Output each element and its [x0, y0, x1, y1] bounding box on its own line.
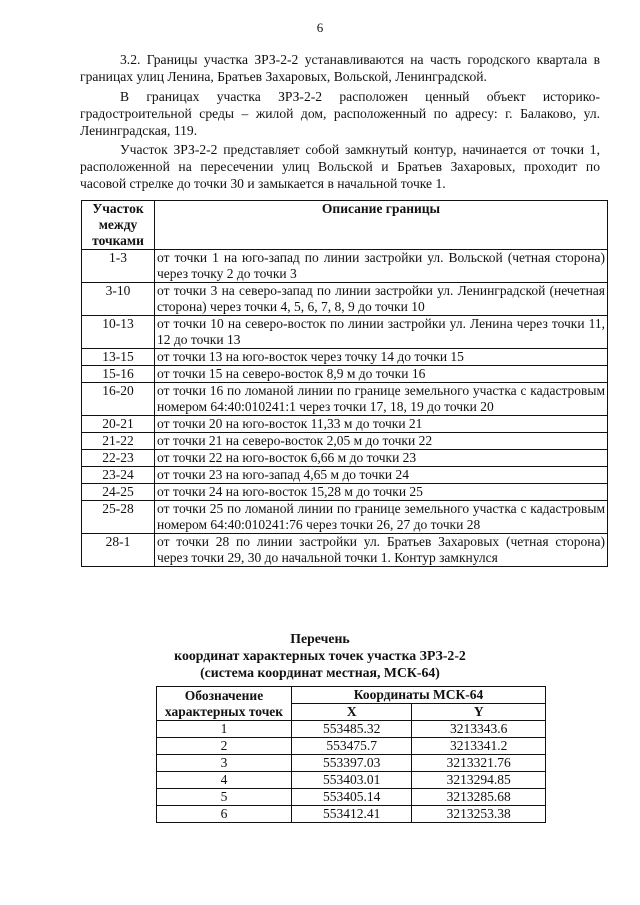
y-cell: 3213253.38	[412, 806, 546, 823]
segment-cell: 28-1	[82, 534, 155, 567]
table-row	[82, 383, 608, 416]
table-row	[82, 250, 608, 283]
description-cell: от точки 23 на юго-запад 4,65 м до точки 24	[155, 467, 608, 484]
coords-title-line1: Перечень	[290, 631, 350, 646]
paragraph-heritage-object: В границах участка ЗРЗ-2-2 расположен ценный объект историко-градостроительной среды – жилой дом, расположенный по адресу: г. Балаково, ул. Ленинградская, 119.	[80, 89, 600, 138]
table-row	[82, 366, 608, 383]
table-row	[82, 283, 608, 316]
point-cell: 1	[157, 721, 292, 738]
x-cell: 553397.03	[292, 755, 412, 772]
segment-cell: 21-22	[82, 433, 155, 450]
y-cell: 3213285.68	[412, 789, 546, 806]
segment-cell: 3-10	[82, 283, 155, 316]
page-number: 6	[316, 20, 324, 35]
header-point: Обозначение характерных точек	[157, 687, 292, 721]
header-x: X	[292, 704, 412, 721]
description-cell: от точки 13 на юго-восток через точку 14 до точки 15	[155, 349, 608, 366]
description-cell: от точки 1 на юго-запад по линии застройки ул. Вольской (четная сторона) через точку 2 до точки 3	[155, 250, 608, 283]
segment-cell: 25-28	[82, 501, 155, 534]
segment-cell: 1-3	[82, 250, 155, 283]
table-row	[82, 349, 608, 366]
segment-cell: 10-13	[82, 316, 155, 349]
description-cell: от точки 15 на северо-восток 8,9 м до точки 16	[155, 366, 608, 383]
table-row	[82, 534, 608, 567]
x-cell: 553412.41	[292, 806, 412, 823]
coords-title-line3: (система координат местная, МСК-64)	[200, 665, 440, 680]
segment-cell: 13-15	[82, 349, 155, 366]
segment-cell: 15-16	[82, 366, 155, 383]
point-cell: 4	[157, 772, 292, 789]
coordinates-table	[156, 686, 546, 823]
y-cell: 3213341.2	[412, 738, 546, 755]
y-cell: 3213343.6	[412, 721, 546, 738]
table-row	[157, 721, 546, 738]
table-row	[82, 433, 608, 450]
y-cell: 3213321.76	[412, 755, 546, 772]
table-row	[157, 772, 546, 789]
table-row	[82, 467, 608, 484]
header-coordinates: Координаты МСК-64	[292, 687, 546, 704]
segment-cell: 23-24	[82, 467, 155, 484]
y-cell: 3213294.85	[412, 772, 546, 789]
header-y: Y	[412, 704, 546, 721]
table-row	[157, 806, 546, 823]
description-cell: от точки 22 на юго-восток 6,66 м до точки 23	[155, 450, 608, 467]
x-cell: 553475.7	[292, 738, 412, 755]
segment-cell: 24-25	[82, 484, 155, 501]
segment-cell: 22-23	[82, 450, 155, 467]
segment-cell: 16-20	[82, 383, 155, 416]
description-cell: от точки 21 на северо-восток 2,05 м до точки 22	[155, 433, 608, 450]
x-cell: 553403.01	[292, 772, 412, 789]
description-cell: от точки 10 на северо-восток по линии застройки ул. Ленина через точки 11, 12 до точки 13	[155, 316, 608, 349]
table-row	[82, 316, 608, 349]
table-row	[82, 484, 608, 501]
header-segment: Участок между точками	[82, 201, 155, 250]
description-cell: от точки 28 по линии застройки ул. Братьев Захаровых (четная сторона) через точки 29, 30 до начальной точки 1. Контур замкнулся	[155, 534, 608, 567]
table-row	[157, 755, 546, 772]
boundary-table-header	[82, 201, 608, 250]
point-cell: 2	[157, 738, 292, 755]
description-cell: от точки 25 по ломаной линии по границе земельного участка с кадастровым номером 64:40:010241:76 через точки 26, 27 до точки 28	[155, 501, 608, 534]
boundary-table	[81, 200, 608, 567]
paragraph-contour: Участок ЗРЗ-2-2 представляет собой замкнутый контур, начинается от точки 1, расположенной на пересечении улиц Вольской и Братьев Захаровых, проходит по часовой стрелке до точки 30 и замыкается в начальной точке 1.	[80, 142, 600, 191]
table-row	[157, 738, 546, 755]
paragraph-boundaries: 3.2. Границы участка ЗРЗ-2-2 устанавливаются на часть городского квартала в границах улиц Ленина, Братьев Захаровых, Вольской, Ленинградской.	[80, 52, 600, 84]
table-row	[82, 450, 608, 467]
description-cell: от точки 20 на юго-восток 11,33 м до точки 21	[155, 416, 608, 433]
point-cell: 5	[157, 789, 292, 806]
coordinates-header-row	[157, 687, 546, 704]
point-cell: 3	[157, 755, 292, 772]
table-row	[157, 789, 546, 806]
x-cell: 553485.32	[292, 721, 412, 738]
description-cell: от точки 24 на юго-восток 15,28 м до точки 25	[155, 484, 608, 501]
segment-cell: 20-21	[82, 416, 155, 433]
table-row	[82, 501, 608, 534]
point-cell: 6	[157, 806, 292, 823]
description-cell: от точки 3 на северо-запад по линии застройки ул. Ленинградской (нечетная сторона) через точки 4, 5, 6, 7, 8, 9 до точки 10	[155, 283, 608, 316]
description-cell: от точки 16 по ломаной линии по границе земельного участка с кадастровым номером 64:40:010241:1 через точки 17, 18, 19 до точки 20	[155, 383, 608, 416]
header-description: Описание границы	[155, 201, 608, 250]
coords-title-line2: координат характерных точек участка ЗРЗ-2-2	[174, 648, 466, 663]
table-row	[82, 416, 608, 433]
x-cell: 553405.14	[292, 789, 412, 806]
